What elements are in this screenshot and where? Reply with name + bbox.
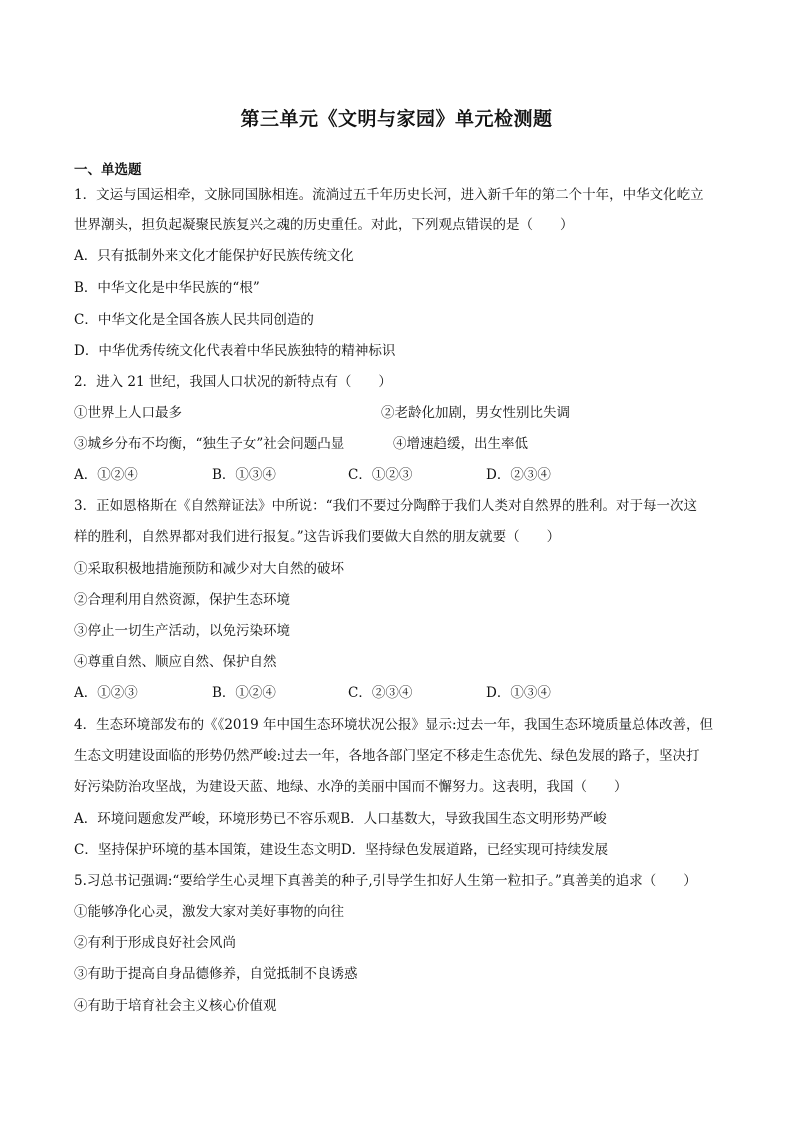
q2-statement-2: ②老龄化加剧，男女性别比失调: [381, 405, 570, 421]
q4-stem-line3: 好污染防治攻坚战，为建设天蓝、地绿、水净的美丽中国而不懈努力。这表明，我国（ ）: [74, 779, 628, 795]
q5-statement-1: ①能够净化心灵，激发大家对美好事物的向往: [74, 904, 344, 920]
section-heading: 一、单选题: [74, 162, 142, 178]
q1-stem-line2: 世界潮头，担负起凝聚民族复兴之魂的历史重任。对此，下列观点错误的是（ ）: [74, 217, 574, 233]
q5-statement-4: ④有助于培育社会主义核心价值观: [74, 998, 277, 1014]
q1-stem-line1: 1．文运与国运相牵，文脉同国脉相连。流淌过五千年历史长河，进入新千年的第二个十年，中华文化屹立: [74, 187, 704, 203]
q3-option-c: C．②③④: [348, 685, 413, 701]
document-title: 第三单元《文明与家园》单元检测题: [240, 108, 553, 130]
q2-stem: 2．进入 21 世纪，我国人口状况的新特点有（ ）: [74, 374, 392, 390]
q1-option-d: D．中华优秀传统文化代表着中华民族独特的精神标识: [74, 343, 396, 359]
q4-stem-line2: 生态文明建设面临的形势仍然严峻:过去一年，各地各部门坚定不移走生态优先、绿色发展的路子，坚决打: [74, 748, 700, 764]
q4-stem-line1: 4．生态环境部发布的《《2019 年中国生态环境状况公报》显示:过去一年，我国生态环境质量总体改善，但: [74, 717, 714, 733]
q3-option-a: A．①②③: [74, 685, 138, 701]
q4-options-ab: A．环境问题愈发严峻，环境形势已不容乐观B．人口基数大，导致我国生态文明形势严峻: [74, 811, 607, 827]
q3-statement-3: ③停止一切生产活动，以免污染环境: [74, 623, 290, 639]
q2-statement-4: ④增速趋缓，出生率低: [393, 436, 528, 452]
q3-stem-line1: 3．正如恩格斯在《自然辩证法》中所说：“我们不要过分陶醉于我们人类对自然界的胜利。对于每一次这: [74, 498, 697, 514]
q2-option-a: A．①②④: [74, 467, 138, 483]
q2-option-c: C．①②③: [348, 467, 413, 483]
q3-option-b: B．①②④: [212, 685, 276, 701]
q3-statement-4: ④尊重自然、顺应自然、保护自然: [74, 654, 277, 670]
q3-option-d: D．①③④: [486, 685, 551, 701]
q5-statement-3: ③有助于提高自身品德修养，自觉抵制不良诱惑: [74, 966, 358, 982]
q2-option-d: D．②③④: [486, 467, 551, 483]
q2-statement-3: ③城乡分布不均衡，“独生子女”社会问题凸显: [74, 436, 345, 452]
q4-options-cd: C．坚持保护环境的基本国策，建设生态文明D．坚持绿色发展道路，已经实现可持续发展: [74, 842, 609, 858]
q2-option-b: B．①③④: [212, 467, 276, 483]
q1-option-b: B．中华文化是中华民族的“根”: [74, 280, 260, 296]
q1-option-a: A．只有抵制外来文化才能保护好民族传统文化: [74, 248, 354, 264]
q5-statement-2: ②有利于形成良好社会风尚: [74, 935, 236, 951]
q3-stem-line2: 样的胜利，自然界都对我们进行报复。”这告诉我们要做大自然的朋友就要（ ）: [74, 529, 561, 545]
q5-stem: 5.习总书记强调:“要给学生心灵埋下真善美的种子,引导学生扣好人生第一粒扣子。”真善美的追求（ ）: [74, 873, 697, 889]
q3-statement-1: ①采取积极地措施预防和减少对大自然的破坏: [74, 561, 344, 577]
q3-statement-2: ②合理利用自然资源，保护生态环境: [74, 592, 290, 608]
q2-statement-1: ①世界上人口最多: [74, 405, 182, 421]
q1-option-c: C．中华文化是全国各族人民共同创造的: [74, 312, 314, 328]
